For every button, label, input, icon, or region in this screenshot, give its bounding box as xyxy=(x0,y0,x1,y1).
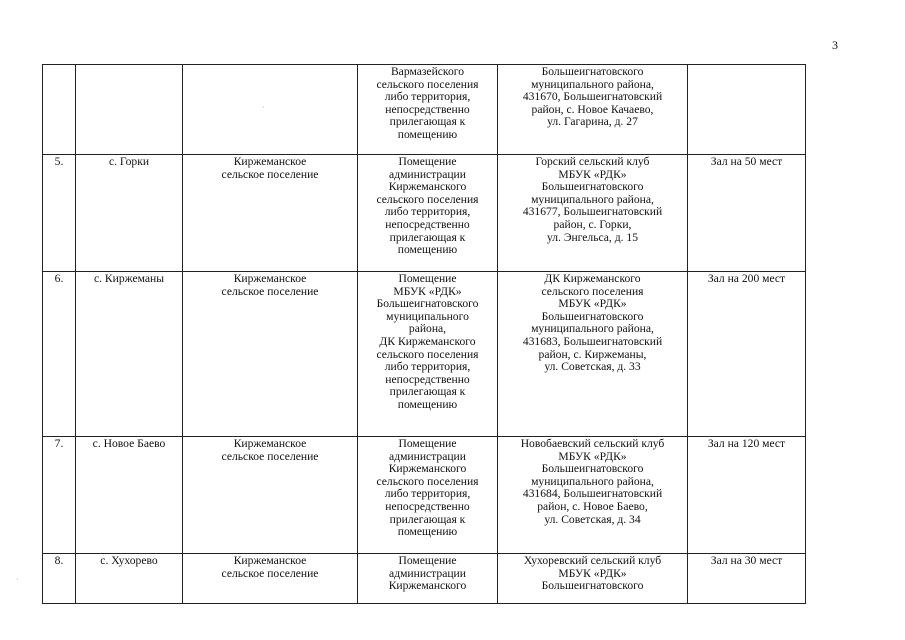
cell-line: непосредственно xyxy=(385,499,470,513)
cell-locality xyxy=(76,554,183,604)
cell-premises xyxy=(358,272,498,437)
table-row xyxy=(43,155,806,272)
cell-line: район, с. Новое Баево, xyxy=(537,499,648,513)
cell-locality xyxy=(76,437,183,554)
cell-line: муниципального района, xyxy=(531,322,654,336)
cell-line: сельское поселение xyxy=(221,167,319,181)
cell-line: с. Киржеманы xyxy=(93,272,165,285)
cell-line: район, с. Новое Качаево, xyxy=(531,102,654,116)
cell-line: администрации xyxy=(389,566,466,580)
cell-line: непосредственно xyxy=(385,102,470,116)
cell-line: Зал на 30 мест xyxy=(710,554,783,567)
cell-line: муниципального района, xyxy=(531,77,654,91)
cell-line: района, xyxy=(408,322,447,336)
cell-capacity xyxy=(688,65,806,155)
cell-line: Большеигнатовского xyxy=(541,65,644,78)
cell-line: Хухоревский сельский клуб xyxy=(523,554,662,567)
cell-line: МБУК «РДК» xyxy=(393,284,462,298)
cell-settlement xyxy=(183,437,358,554)
cell-line: Большеигнатовского xyxy=(541,462,644,476)
cell-premises xyxy=(358,155,498,272)
cell-line: район, с. Горки, xyxy=(553,217,632,231)
cell-line: Новобаевский сельский клуб xyxy=(520,437,665,450)
table-row xyxy=(43,272,806,437)
cell-line: Большеигнатовского xyxy=(541,579,644,593)
cell-line: 431683, Большеигнатовский xyxy=(522,334,663,348)
cell-premises xyxy=(358,437,498,554)
cell-line: муниципального района, xyxy=(531,192,654,206)
cell-line: помещению xyxy=(397,397,458,411)
cell-line: сельского поселения xyxy=(376,474,479,488)
cell-line: Зал на 120 мест xyxy=(707,437,786,450)
cell-line: Киржеманское xyxy=(233,155,307,168)
cell-line: либо территория, xyxy=(384,487,471,501)
cell-settlement xyxy=(183,65,358,155)
cell-number xyxy=(43,554,76,604)
cell-line: прилегающая к xyxy=(389,115,466,129)
cell-line: Помещение xyxy=(398,554,457,567)
cell-line: помещению xyxy=(397,127,458,141)
cell-line: муниципального xyxy=(386,309,469,323)
table-row xyxy=(43,437,806,554)
cell-address xyxy=(498,272,688,437)
cell-line: Зал на 50 мест xyxy=(710,155,783,168)
table-row xyxy=(43,65,806,155)
cell-line: с. Горки xyxy=(108,155,150,168)
cell-capacity xyxy=(688,437,806,554)
cell-locality xyxy=(76,155,183,272)
cell-line: Киржеманского xyxy=(388,579,467,593)
cell-line: Киржеманского xyxy=(388,462,467,476)
cell-line: сельского поселения xyxy=(376,77,479,91)
cell-line: сельского поселения xyxy=(376,192,479,206)
cell-line: муниципального района, xyxy=(531,474,654,488)
cell-line: МБУК «РДК» xyxy=(558,566,627,580)
cell-line: ул. Энгельса, д. 15 xyxy=(546,230,639,244)
cell-line: Зал на 200 мест xyxy=(707,272,786,285)
cell-number xyxy=(43,65,76,155)
cell-line: непосредственно xyxy=(385,372,470,386)
cell-line: помещению xyxy=(397,525,458,539)
cell-line: Горский сельский клуб xyxy=(535,155,650,168)
cell-line: район, с. Киржеманы, xyxy=(538,347,647,361)
cell-line: 7. xyxy=(54,437,64,450)
cell-address xyxy=(498,65,688,155)
cell-number xyxy=(43,272,76,437)
cell-address xyxy=(498,554,688,604)
cell-line: Вармазейского xyxy=(390,65,465,78)
cell-line: либо территория, xyxy=(384,205,471,219)
cell-line: помещению xyxy=(397,243,458,257)
cell-line: 8. xyxy=(54,554,64,567)
cell-line: 5. xyxy=(54,155,64,168)
cell-settlement xyxy=(183,155,358,272)
cell-line: ДК Киржеманского xyxy=(379,334,476,348)
cell-line: сельское поселение xyxy=(221,284,319,298)
cell-line: Помещение xyxy=(398,437,457,450)
cell-line: 6. xyxy=(54,272,64,285)
table-row xyxy=(43,554,806,604)
cell-line: администрации xyxy=(389,449,466,463)
cell-line: Большеигнатовского xyxy=(541,180,644,194)
cell-line: Киржеманское xyxy=(233,554,307,567)
cell-line: 431677, Большеигнатовский xyxy=(522,205,663,219)
cell-locality xyxy=(76,65,183,155)
cell-line: Киржеманское xyxy=(233,272,307,285)
cell-line: ДК Киржеманского xyxy=(544,272,641,285)
cell-line: администрации xyxy=(389,167,466,181)
cell-line: 431670, Большеигнатовский xyxy=(522,90,663,104)
cell-line: ул. Советская, д. 34 xyxy=(544,512,641,526)
page-number: 3 xyxy=(832,38,838,52)
cell-locality xyxy=(76,272,183,437)
cell-line: сельское поселение xyxy=(221,566,319,580)
cell-capacity xyxy=(688,554,806,604)
cell-line: непосредственно xyxy=(385,217,470,231)
cell-premises xyxy=(358,65,498,155)
cell-line: Большеигнатовского xyxy=(541,309,644,323)
cell-address xyxy=(498,437,688,554)
scan-dot: · xyxy=(262,103,265,112)
cell-line: сельского поселения xyxy=(541,284,644,298)
cell-line: прилегающая к xyxy=(389,385,466,399)
cell-line: либо территория, xyxy=(384,360,471,374)
cell-line: 431684, Большеигнатовский xyxy=(522,487,663,501)
cell-settlement xyxy=(183,272,358,437)
cell-line: МБУК «РДК» xyxy=(558,449,627,463)
cell-capacity xyxy=(688,272,806,437)
cell-line: МБУК «РДК» xyxy=(558,297,627,311)
cell-line: Киржеманского xyxy=(388,180,467,194)
cell-premises xyxy=(358,554,498,604)
cell-line: прилегающая к xyxy=(389,512,466,526)
cell-line: Помещение xyxy=(398,155,457,168)
scan-dot: · xyxy=(16,575,19,584)
cell-line: сельское поселение xyxy=(221,449,319,463)
cell-line: Киржеманское xyxy=(233,437,307,450)
cell-capacity xyxy=(688,155,806,272)
cell-line: прилегающая к xyxy=(389,230,466,244)
cell-number xyxy=(43,155,76,272)
table-body xyxy=(43,65,806,604)
cell-line: МБУК «РДК» xyxy=(558,167,627,181)
cell-line: ул. Советская, д. 33 xyxy=(544,360,641,374)
cell-line: либо территория, xyxy=(384,90,471,104)
polling-stations-table xyxy=(42,64,806,604)
cell-line: Большеигнатовского xyxy=(376,297,479,311)
cell-address xyxy=(498,155,688,272)
cell-settlement xyxy=(183,554,358,604)
cell-line: ул. Гагарина, д. 27 xyxy=(547,115,638,129)
cell-line: с. Хухорево xyxy=(100,554,158,567)
cell-line: Помещение xyxy=(398,272,457,285)
cell-line: с. Новое Баево xyxy=(92,437,166,450)
cell-number xyxy=(43,437,76,554)
cell-line: сельского поселения xyxy=(376,347,479,361)
